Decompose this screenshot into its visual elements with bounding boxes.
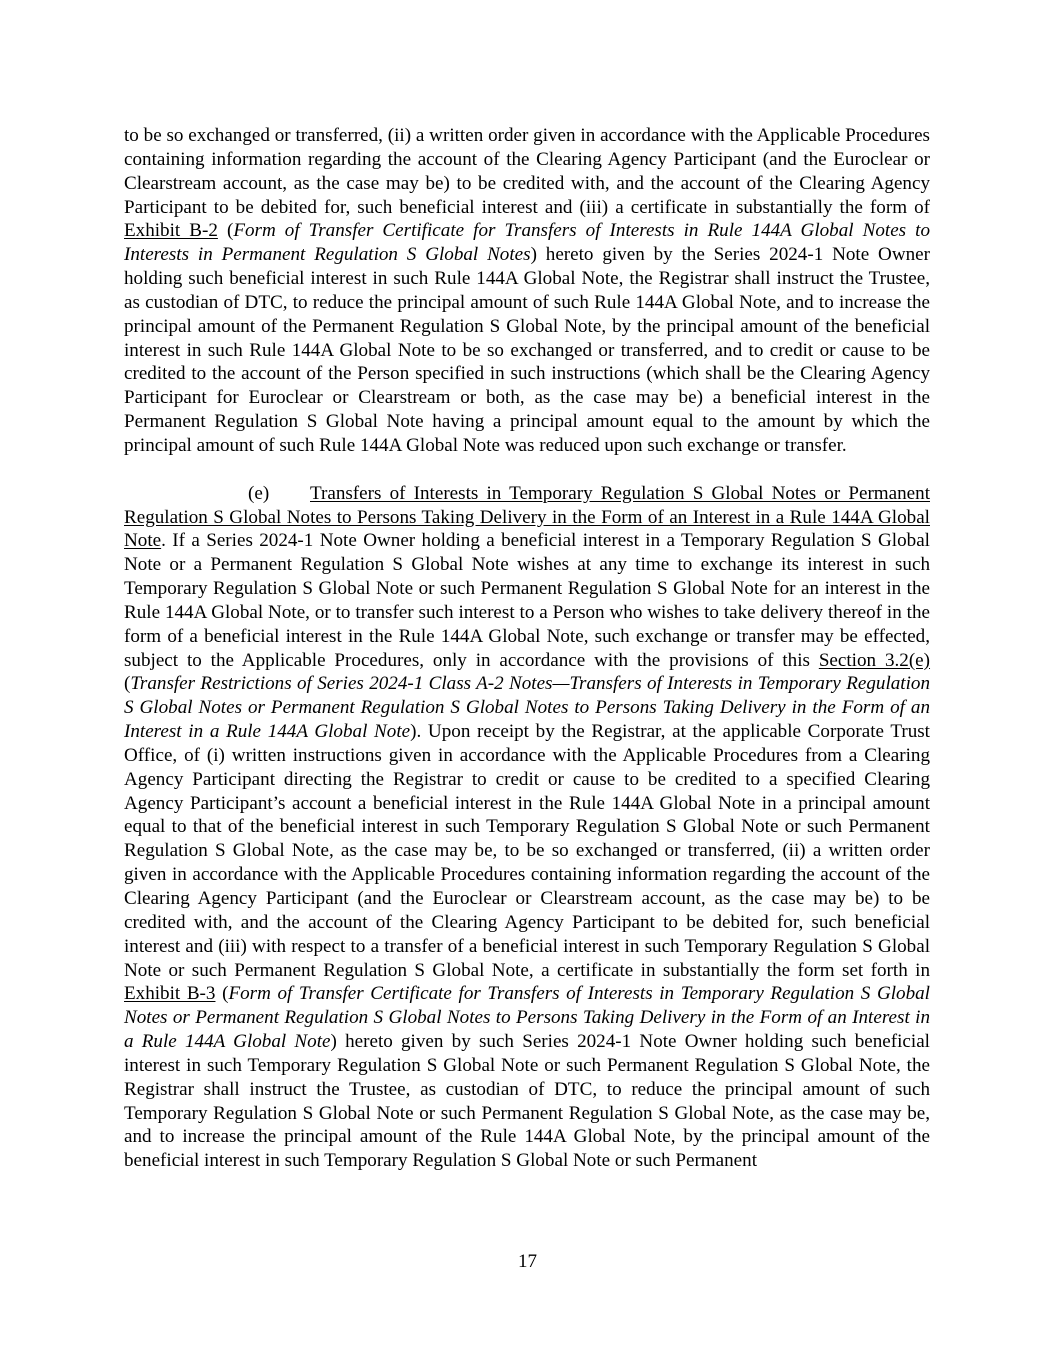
text-run: ( bbox=[217, 220, 234, 242]
cross-reference-link: Exhibit B-3 bbox=[124, 983, 216, 1005]
paragraph-e-label: (e) bbox=[248, 482, 270, 504]
paragraph-e-heading-end: . bbox=[161, 530, 166, 552]
page-body bbox=[124, 124, 930, 1173]
italic-title: Form of Transfer Certificate for Transfers of Interests in Rule 144A Global Notes to Interests in Permanent Regulation S Global Notes bbox=[124, 220, 930, 266]
text-run: ). Upon receipt by the Registrar, at the applicable Corporate Trust Office, of (i) written instructions given in accordance with the Applicable Procedures from a Clearing Agency Participant directing the Registrar to credit or cause to be credited to a specified Clearing Agency Participant’s account a beneficial interest in the Rule 144A Global Note in a principal amount equal to that of the beneficial interest in such Temporary Regulation S Global Note or such Permanent Regulation S Global Note, as the case may be, to be so exchanged or transferred, (ii) a written order given in accordance with the Applicable Procedures containing information regarding the account of the Clearing Agency Participant (and the Euroclear or Clearstream account, as the case may be) to be credited with, and the account of the Clearing Agency Participant to be debited for, such beneficial interest and (iii) with respect to a transfer of a beneficial interest in such Temporary Regulation S Global Note or such Permanent Regulation S Global Note, a certificate in substantially the form set forth in bbox=[124, 721, 930, 981]
italic-title: Transfer Restrictions of Series 2024-1 Class A-2 Notes—Transfers of Interests in Temporary Regulation S Global Notes or Permanent Regulation S Global Notes to Persons Taking Delivery in the Form of an Interest in a Rule 144A Global Note bbox=[124, 673, 930, 743]
italic-title: Form of Transfer Certificate for Transfers of Interests in Temporary Regulation S Global Notes or Permanent Regulation S Global Notes to Persons Taking Delivery in the Form of an Interest in a Rule 144A Global Note bbox=[124, 983, 930, 1053]
text-run: ) hereto given by the Series 2024-1 Note Owner holding such beneficial interest in such Rule 144A Global Note, the Registrar shall instruct the Trustee, as custodian of DTC, to reduce the principal amount of such Rule 144A Global Note, and to increase the principal amount of the Permanent Regulation S Global Note, by the principal amount of the beneficial interest in such Rule 144A Global Note to be so exchanged or transferred, and to credit or cause to be credited to the account of the Person specified in such instructions (which shall be the Clearing Agency Participant for Euroclear or Clearstream or both, as the case may be) a beneficial interest in the Permanent Regulation S Global Note having a principal amount equal to the amount by which the principal amount of such Rule 144A Global Note was reduced upon such exchange or transfer. bbox=[124, 244, 931, 456]
paragraph-continued bbox=[124, 124, 930, 458]
text-run: ) hereto given by such Series 2024-1 Note Owner holding such beneficial interest in such Temporary Regulation S Global Note or such Permanent Regulation S Global Note, the Registrar shall instruct the Trustee, as custodian of DTC, to reduce the principal amount of such Temporary Regulation S Global Note or such Permanent Regulation S Global Note, as the case may be, and to increase the principal amount of the Rule 144A Global Note, by the principal amount of the beneficial interest in such Temporary Regulation S Global Note or such Permanent bbox=[124, 1031, 930, 1172]
cross-reference-link: Exhibit B-2 bbox=[124, 220, 218, 242]
paragraph-e-body bbox=[124, 530, 930, 1171]
text-run: to be so exchanged or transferred, (ii) a written order given in accordance with the Applicable Procedures containing information regarding the account of the Clearing Agency Participant (and the Euroclear or Clearstream account, as the case may be) to be credited with, and the account of the Clearing Agency Participant to be debited for, such beneficial interest and (iii) a certificate in substantially the form of bbox=[124, 125, 930, 218]
cross-reference-link: Section 3.2(e) bbox=[818, 649, 931, 671]
text-run: ( bbox=[215, 983, 229, 1005]
text-run: ( bbox=[124, 673, 131, 695]
paragraph-e-heading: Transfers of Interests in Temporary Regulation S Global Notes or Permanent Regulation S Global Notes to Persons Taking Delivery in the Form of an Interest in a Rule 144A Global Note bbox=[124, 482, 930, 552]
text-run: If a Series 2024-1 Note Owner holding a beneficial interest in a Temporary Regulation S Global Note or a Permanent Regulation S Global Note wishes at any time to exchange its interest in such Temporary Regulation S Global Note or such Permanent Regulation S Global Note for an interest in the Rule 144A Global Note, or to transfer such interest to a Person who wishes to take delivery thereof in the form of a beneficial interest in the Rule 144A Global Note, such exchange or transfer may be effected, subject to the Applicable Procedures, only in accordance with the provisions of this bbox=[124, 530, 930, 671]
page-number: 17 bbox=[518, 1251, 537, 1272]
paragraph-e bbox=[124, 482, 930, 1173]
